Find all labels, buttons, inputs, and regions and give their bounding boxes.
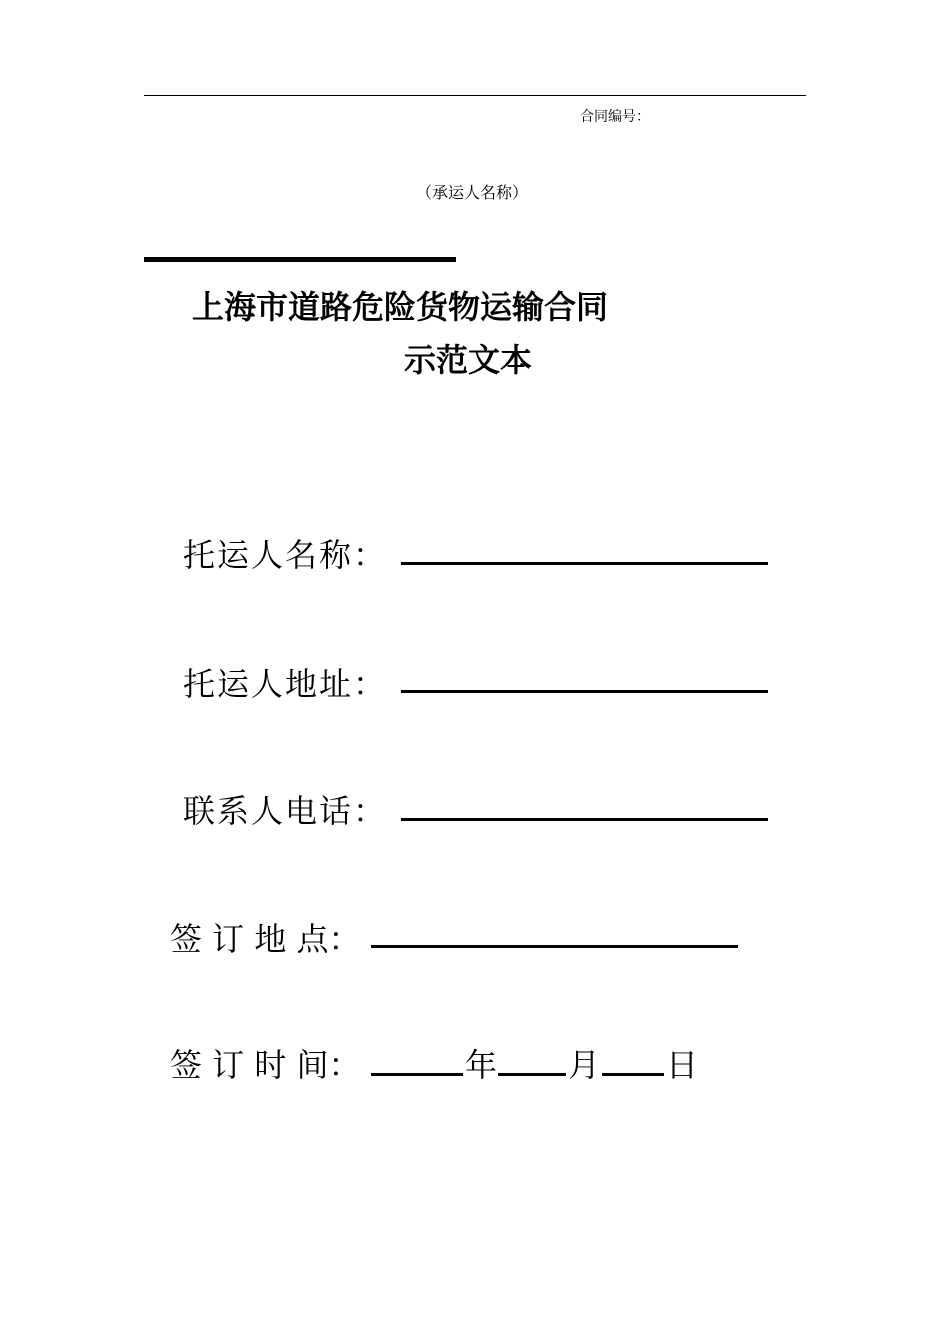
contact-phone-field[interactable] — [401, 818, 768, 821]
year-field[interactable] — [371, 1073, 463, 1076]
document-subtitle: 示范文本 — [404, 341, 533, 379]
day-label: 日 — [666, 1046, 699, 1084]
shipper-address-label: 托运人地址： — [183, 665, 388, 703]
title-divider — [144, 257, 456, 262]
shipper-address-field[interactable] — [401, 690, 768, 693]
month-field[interactable] — [498, 1073, 566, 1076]
signing-place-field[interactable] — [371, 945, 738, 948]
contract-number-label: 合同编号： — [580, 109, 650, 125]
contact-phone-label: 联系人电话： — [183, 792, 388, 830]
year-label: 年 — [465, 1046, 498, 1084]
signing-time-label: 签 订 时 间： — [170, 1046, 361, 1084]
top-rule — [144, 95, 806, 96]
carrier-name-placeholder: （承运人名称） — [416, 183, 529, 202]
shipper-name-field[interactable] — [401, 562, 768, 565]
document-title: 上海市道路危险货物运输合同 — [192, 288, 609, 326]
day-field[interactable] — [602, 1073, 664, 1076]
shipper-name-label: 托运人名称： — [183, 536, 388, 574]
signing-place-label: 签 订 地 点： — [170, 920, 361, 958]
month-label: 月 — [568, 1046, 601, 1084]
